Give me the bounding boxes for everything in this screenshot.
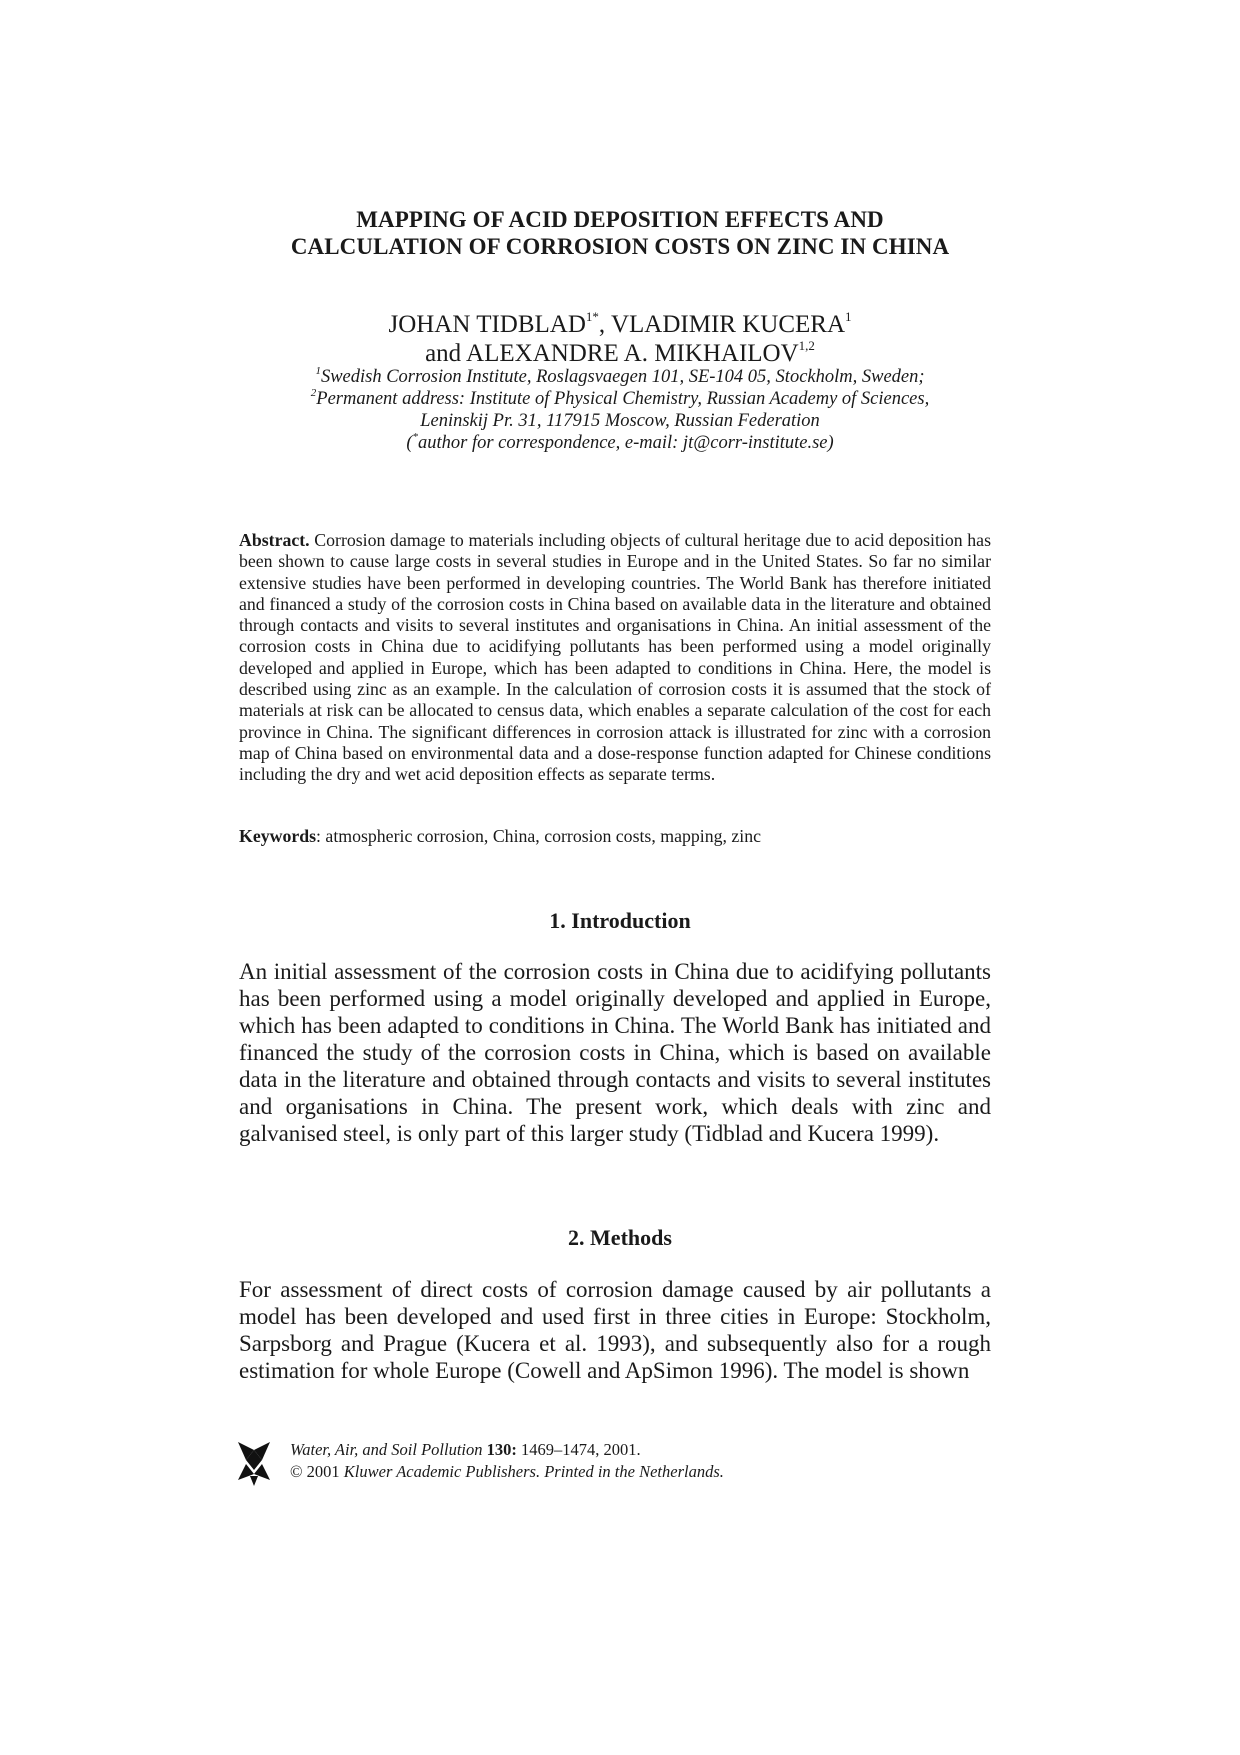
author-list — [200, 310, 1040, 368]
publisher-text: Kluwer Academic Publishers. Printed in the Netherlands. — [343, 1462, 724, 1481]
publisher-logo-icon — [236, 1436, 272, 1488]
journal-name: Water, Air, and Soil Pollution — [290, 1440, 483, 1459]
paren: ( — [406, 433, 413, 453]
section-heading-introduction: 1. Introduction — [549, 908, 691, 933]
keywords — [239, 826, 991, 847]
abstract — [239, 530, 991, 786]
author-name: VLADIMIR KUCERA — [610, 311, 846, 338]
affiliation-2 — [200, 388, 1040, 410]
correspondence-mark: * — [412, 431, 418, 443]
affiliation-text: Swedish Corrosion Institute, Roslagsvaegen 101, SE-104 05, Stockholm, Sweden; — [320, 367, 925, 387]
author-line-1 — [200, 310, 1040, 339]
author-affiliation-mark: 1 — [845, 309, 852, 324]
affiliation-mark: 1 — [315, 365, 321, 377]
correspondence-note — [200, 432, 1040, 454]
paper-title — [200, 206, 1040, 260]
correspondence-text: author for correspondence, e-mail: jt@corr-institute.se) — [417, 433, 834, 453]
affiliations — [200, 366, 1040, 454]
affiliation-1 — [200, 366, 1040, 388]
copyright-symbol: © 2001 — [290, 1462, 344, 1481]
journal-footer — [290, 1439, 990, 1483]
title-line-1: MAPPING OF ACID DEPOSITION EFFECTS AND — [356, 207, 884, 232]
author-name: JOHAN TIDBLAD — [388, 311, 586, 338]
author-affiliation-mark: 1,2 — [798, 338, 815, 353]
title-line-2: CALCULATION OF CORROSION COSTS ON ZINC IN CHINA — [290, 234, 950, 259]
affiliation-text: Permanent address: Institute of Physical Chemistry, Russian Academy of Sciences, — [316, 389, 930, 409]
citation-line — [290, 1439, 990, 1461]
author-affiliation-mark: 1* — [585, 309, 599, 324]
methods-paragraph: For assessment of direct costs of corrosion damage caused by air pollutants a model has been developed and used first in three cities in Europe: Stockholm, Sarpsborg and Prague (Kucera et al. 1993), and subsequently also for a rough estimation for whole Europe (Cowell and ApSimon 1996). The model is shown — [239, 1277, 991, 1383]
journal-pages: 1469–1474, 2001. — [516, 1440, 641, 1459]
introduction-paragraph: An initial assessment of the corrosion costs in China due to acidifying pollutants has been performed using a model originally developed and applied in Europe, which has been adapted to conditions in China. The World Bank has initiated and financed the study of the corrosion costs in China, which is based on available data in the literature and obtained through contacts and visits to several institutes and organisations in China. The present work, which deals with zinc and galvanised steel, is only part of this larger study (Tidblad and Kucera 1999). — [239, 959, 991, 1146]
keywords-text: : atmospheric corrosion, China, corrosion costs, mapping, zinc — [316, 826, 761, 846]
author-separator: , — [598, 311, 611, 338]
author-name: ALEXANDRE A. MIKHAILOV — [466, 340, 799, 367]
keywords-label: Keywords — [239, 826, 317, 846]
affiliation-mark: 2 — [310, 387, 317, 399]
author-line-2 — [200, 339, 1040, 368]
abstract-label: Abstract. — [239, 530, 310, 550]
author-conjunction: and — [425, 340, 467, 367]
journal-volume: 130: — [482, 1440, 517, 1459]
affiliation-2-continued: Leninskij Pr. 31, 117915 Moscow, Russian Federation — [420, 411, 820, 431]
abstract-text: Corrosion damage to materials including objects of cultural heritage due to acid deposition has been shown to cause large costs in several studies in Europe and in the United States. So far no similar extensive studies have been performed in developing countries. The World Bank has therefore initiated and financed a study of the corrosion costs in China based on available data in the literature and obtained through contacts and visits to several institutes and organisations in China. An initial assessment of the corrosion costs in China due to acidifying pollutants has been performed using a model originally developed and applied in Europe, which has been adapted to conditions in China. Here, the model is described using zinc as an example. In the calculation of corrosion costs it is assumed that the stock of materials at risk can be allocated to census data, which enables a separate calculation of the cost for each province in China. The significant differences in corrosion attack is illustrated for zinc with a corrosion map of China based on environmental data and a dose-response function adapted for Chinese conditions including the dry and wet acid deposition effects as separate terms. — [239, 530, 991, 785]
copyright-line — [290, 1461, 990, 1483]
section-heading-methods: 2. Methods — [568, 1225, 672, 1250]
